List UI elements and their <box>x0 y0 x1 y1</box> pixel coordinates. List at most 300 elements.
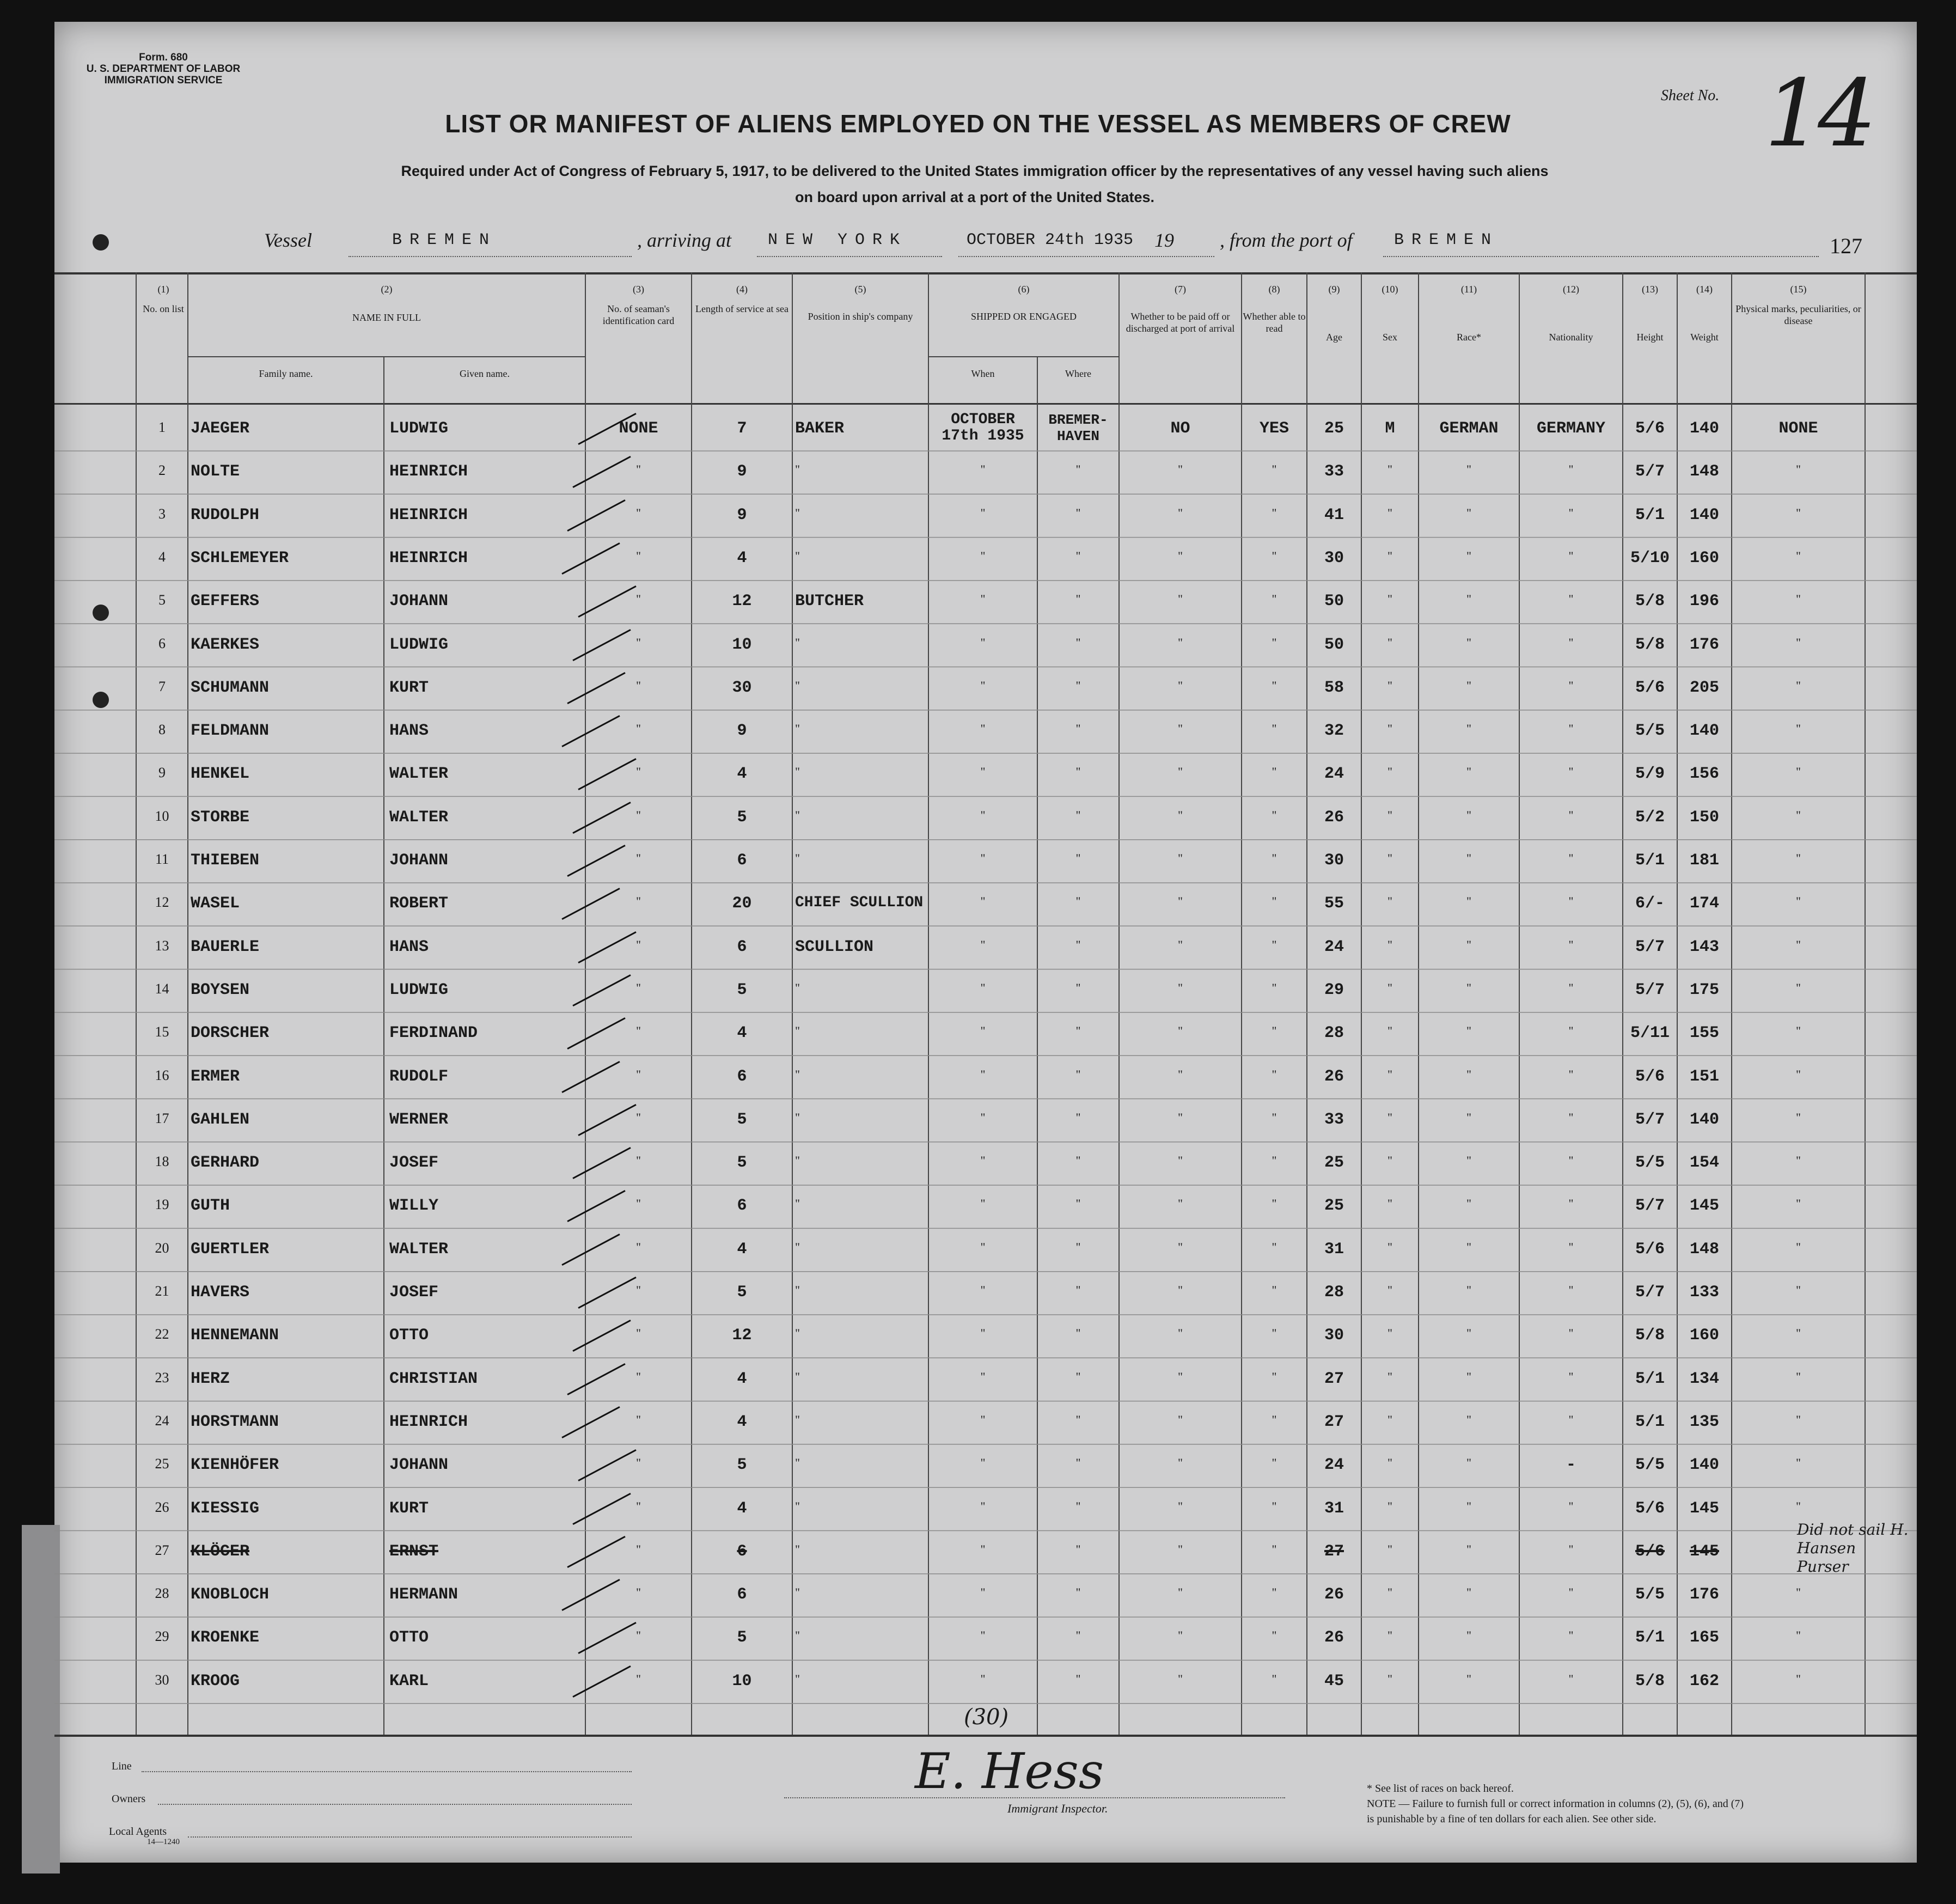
cell-family: KIESSIG <box>191 1499 260 1518</box>
cell-where: " <box>1075 1542 1081 1556</box>
cell-position: " <box>795 722 800 736</box>
page-title: LIST OR MANIFEST OF ALIENS EMPLOYED ON THE VESSEL AS MEMBERS OF CREW <box>445 109 1511 138</box>
cell-paid: " <box>1178 635 1183 649</box>
cell-weight: 154 <box>1689 1154 1719 1173</box>
cell-where: " <box>1075 937 1081 951</box>
cell-marks: " <box>1796 1240 1801 1254</box>
footer-note <box>1367 1781 1857 1827</box>
cell-given: WALTER <box>389 765 449 784</box>
col6-header: (6) SHIPPED OR ENGAGED <box>970 284 1077 322</box>
cell-read: " <box>1272 505 1277 520</box>
cell-n: 14 <box>155 980 169 997</box>
cell-age: 33 <box>1324 1110 1344 1129</box>
cell-when: " <box>980 851 986 865</box>
cell-service: 6 <box>737 1542 747 1561</box>
cell-race: " <box>1466 1412 1471 1426</box>
cell-n: 7 <box>158 678 166 694</box>
cell-service: 9 <box>737 505 747 524</box>
col6-where-header: Where <box>1065 368 1091 379</box>
cell-sex: " <box>1387 851 1392 865</box>
cell-where: " <box>1075 722 1081 736</box>
cell-weight: 174 <box>1689 894 1719 913</box>
cell-when: " <box>980 1542 986 1556</box>
cell-when: OCTOBER 17th 1935 <box>942 411 1024 444</box>
cell-n: 4 <box>158 548 166 565</box>
cell-service: 10 <box>732 635 752 654</box>
cell-position: " <box>795 678 800 692</box>
cell-sex: " <box>1387 505 1392 520</box>
cell-family: GUTH <box>191 1197 230 1216</box>
cell-when: " <box>980 722 986 736</box>
cell-service: 10 <box>732 1671 752 1691</box>
vessel-label: Vessel <box>264 229 312 251</box>
cell-card: " <box>636 1326 641 1340</box>
cell-race: " <box>1466 678 1471 692</box>
cell-position: " <box>795 1024 800 1038</box>
col7-header: (7) Whether to be paid off or discharged at port of arrival <box>1126 284 1235 334</box>
cell-age: 41 <box>1324 505 1344 524</box>
cell-age: 31 <box>1324 1499 1344 1518</box>
cell-when: " <box>980 1110 986 1124</box>
cell-sex: " <box>1387 980 1392 994</box>
cell-read: " <box>1272 1369 1277 1383</box>
cell-position: " <box>795 851 800 865</box>
cell-family: HERZ <box>191 1369 230 1388</box>
cell-nat: " <box>1568 937 1574 951</box>
cell-race: " <box>1466 1628 1471 1643</box>
cell-position: " <box>795 635 800 649</box>
cell-card: " <box>636 548 641 563</box>
cell-nat: " <box>1568 548 1574 563</box>
cell-n: 30 <box>155 1671 169 1688</box>
cell-marks: NONE <box>1778 419 1818 438</box>
cell-race: " <box>1466 1283 1471 1297</box>
cell-when: " <box>980 1585 986 1600</box>
cell-paid: " <box>1178 1067 1183 1081</box>
cell-when: " <box>980 1067 986 1081</box>
cell-sex: " <box>1387 635 1392 649</box>
cell-paid: " <box>1178 1412 1183 1426</box>
cell-where: " <box>1075 548 1081 563</box>
cell-card: " <box>636 937 641 951</box>
service: IMMIGRATION SERVICE <box>104 75 223 86</box>
cell-sex: " <box>1387 894 1392 908</box>
cell-family: HENNEMANN <box>191 1326 279 1345</box>
cell-card: " <box>636 1240 641 1254</box>
line-underline <box>142 1771 632 1772</box>
cell-read: " <box>1272 1067 1277 1081</box>
cell-given: JOHANN <box>389 592 449 611</box>
cell-weight: 148 <box>1689 1240 1719 1259</box>
cell-paid: " <box>1178 1240 1183 1254</box>
cell-when: " <box>980 1412 986 1426</box>
cell-race: " <box>1466 1369 1471 1383</box>
cell-marks: " <box>1796 980 1801 994</box>
cell-where: " <box>1075 678 1081 692</box>
cell-marks: " <box>1796 1499 1801 1513</box>
cell-where: " <box>1075 808 1081 822</box>
cell-position: " <box>795 808 800 822</box>
cell-height: 5/5 <box>1635 1456 1665 1475</box>
cell-height: 5/6 <box>1635 1542 1665 1561</box>
cell-family: KIENHÖFER <box>191 1456 279 1475</box>
cell-n: 28 <box>155 1585 169 1602</box>
cell-nat: " <box>1568 1542 1574 1556</box>
page-number: 127 <box>1830 234 1862 258</box>
cell-weight: 140 <box>1689 722 1719 741</box>
cell-service: 4 <box>737 1412 747 1431</box>
cell-when: " <box>980 678 986 692</box>
cell-position: " <box>795 1628 800 1643</box>
cell-when: " <box>980 592 986 606</box>
cell-height: 5/7 <box>1635 1283 1665 1302</box>
cell-position: " <box>795 980 800 994</box>
owners-label: Owners <box>112 1793 146 1805</box>
cell-nat: " <box>1568 1412 1574 1426</box>
owners-underline <box>158 1804 632 1805</box>
cell-card: " <box>636 1110 641 1124</box>
cell-paid: " <box>1178 851 1183 865</box>
cell-paid: " <box>1178 937 1183 951</box>
cell-height: 5/7 <box>1635 980 1665 999</box>
cell-marks: " <box>1796 1369 1801 1383</box>
cell-weight: 196 <box>1689 592 1719 611</box>
cell-age: 25 <box>1324 1154 1344 1173</box>
cell-where: " <box>1075 1024 1081 1038</box>
cell-nat: " <box>1568 808 1574 822</box>
cell-sex: " <box>1387 1542 1392 1556</box>
cell-height: 5/6 <box>1635 1499 1665 1518</box>
cell-race: " <box>1466 765 1471 779</box>
cell-position: SCULLION <box>795 937 874 956</box>
cell-nat: " <box>1568 1154 1574 1168</box>
cell-family: GAHLEN <box>191 1110 250 1129</box>
cell-weight: 181 <box>1689 851 1719 870</box>
cell-height: 5/5 <box>1635 1585 1665 1604</box>
cell-service: 6 <box>737 851 747 870</box>
cell-marks: " <box>1796 722 1801 736</box>
cell-when: " <box>980 1154 986 1168</box>
cell-when: " <box>980 1671 986 1686</box>
cell-race: " <box>1466 1110 1471 1124</box>
subtitle-line-2: on board upon arrival at a port of the United States. <box>794 189 1155 205</box>
cell-service: 30 <box>732 678 752 697</box>
cell-position: " <box>795 1240 800 1254</box>
cell-read: " <box>1272 1542 1277 1556</box>
cell-height: 5/5 <box>1635 722 1665 741</box>
cell-position: " <box>795 1110 800 1124</box>
cell-where: " <box>1075 1671 1081 1686</box>
cell-n: 13 <box>155 937 169 954</box>
cell-sex: " <box>1387 1197 1392 1211</box>
cell-age: 45 <box>1324 1671 1344 1691</box>
cell-sex: " <box>1387 462 1392 477</box>
cell-where: " <box>1075 851 1081 865</box>
cell-height: 5/8 <box>1635 1671 1665 1691</box>
cell-service: 5 <box>737 1283 747 1302</box>
cell-race: " <box>1466 1197 1471 1211</box>
cell-where: " <box>1075 980 1081 994</box>
cell-race: " <box>1466 1154 1471 1168</box>
cell-n: 3 <box>158 505 166 522</box>
cell-height: 5/8 <box>1635 1326 1665 1345</box>
cell-sex: " <box>1387 1067 1392 1081</box>
races-note: * See list of races on back hereof. <box>1367 1783 1514 1795</box>
cell-height: 5/1 <box>1635 851 1665 870</box>
cell-when: " <box>980 1326 986 1340</box>
form-header <box>71 52 256 86</box>
cell-nat: " <box>1568 1024 1574 1038</box>
cell-nat: " <box>1568 1283 1574 1297</box>
cell-given: JOSEF <box>389 1154 439 1173</box>
cell-where: " <box>1075 1456 1081 1470</box>
cell-marks: " <box>1796 1154 1801 1168</box>
cell-race: " <box>1466 1671 1471 1686</box>
cell-height: 5/7 <box>1635 1197 1665 1216</box>
cell-nat: " <box>1568 1499 1574 1513</box>
cell-card: " <box>636 1197 641 1211</box>
cell-weight: 134 <box>1689 1369 1719 1388</box>
cell-paid: " <box>1178 1628 1183 1643</box>
cell-nat: " <box>1568 678 1574 692</box>
cell-when: " <box>980 765 986 779</box>
cell-marks: " <box>1796 1628 1801 1643</box>
cell-age: 25 <box>1324 419 1344 438</box>
cell-height: 6/- <box>1635 894 1665 913</box>
col4-header: (4) Length of service at sea <box>695 284 788 314</box>
inspector-underline <box>784 1797 1285 1798</box>
cell-family: BAUERLE <box>191 937 260 956</box>
arriving-label: , arriving at <box>637 229 732 251</box>
cell-age: 27 <box>1324 1412 1344 1431</box>
cell-service: 4 <box>737 765 747 784</box>
cell-race: " <box>1466 851 1471 865</box>
cell-read: " <box>1272 678 1277 692</box>
cell-card: " <box>636 1499 641 1513</box>
col2-family-header: Family name. <box>259 368 313 379</box>
cell-where: " <box>1075 1369 1081 1383</box>
cell-height: 5/6 <box>1635 1240 1665 1259</box>
cell-paid: " <box>1178 1585 1183 1600</box>
cell-paid: " <box>1178 1671 1183 1686</box>
cell-service: 12 <box>732 592 752 611</box>
cell-age: 26 <box>1324 808 1344 827</box>
cell-given: LUDWIG <box>389 419 449 438</box>
cell-weight: 162 <box>1689 1671 1719 1691</box>
cell-read: " <box>1272 722 1277 736</box>
cell-given: RUDOLF <box>389 1067 449 1086</box>
cell-paid: " <box>1178 678 1183 692</box>
agents-underline <box>188 1836 632 1838</box>
cell-family: HAVERS <box>191 1283 250 1302</box>
cell-position: " <box>795 1154 800 1168</box>
cell-nat: " <box>1568 1110 1574 1124</box>
cell-where: " <box>1075 1499 1081 1513</box>
cell-sex: " <box>1387 1671 1392 1686</box>
department: U. S. DEPARTMENT OF LABOR <box>86 63 241 75</box>
cell-race: " <box>1466 592 1471 606</box>
cell-given: HEINRICH <box>389 548 468 567</box>
year-print: 19 <box>1154 229 1174 251</box>
cell-family: KLÖCER <box>191 1542 250 1561</box>
cell-where: " <box>1075 1067 1081 1081</box>
cell-nat: " <box>1568 1197 1574 1211</box>
cell-marks: " <box>1796 1412 1801 1426</box>
cell-card: " <box>636 1456 641 1470</box>
inspector-label: Immigrant Inspector. <box>1007 1802 1108 1815</box>
cell-marks: " <box>1796 1110 1801 1124</box>
cell-marks: " <box>1796 894 1801 908</box>
cell-position: " <box>795 1326 800 1340</box>
col12-header: (12) Nationality <box>1549 284 1593 343</box>
cell-family: KAERKES <box>191 635 260 654</box>
cell-card: " <box>636 635 641 649</box>
cell-given: KARL <box>389 1671 429 1691</box>
cell-paid: " <box>1178 1369 1183 1383</box>
cell-given: LUDWIG <box>389 980 449 999</box>
col11-header: (11) Race* <box>1457 284 1481 343</box>
cell-family: DORSCHER <box>191 1024 270 1043</box>
cell-race: " <box>1466 1456 1471 1470</box>
cell-n: 8 <box>158 722 166 738</box>
cell-age: 58 <box>1324 678 1344 697</box>
cell-nat: " <box>1568 592 1574 606</box>
cell-when: " <box>980 548 986 563</box>
cell-position: BUTCHER <box>795 592 864 611</box>
cell-nat: " <box>1568 1240 1574 1254</box>
cell-n: 25 <box>155 1456 169 1472</box>
cell-card: " <box>636 722 641 736</box>
cell-read: " <box>1272 1283 1277 1297</box>
cell-marks: " <box>1796 592 1801 606</box>
cell-race: " <box>1466 548 1471 563</box>
cell-race: " <box>1466 462 1471 477</box>
cell-when: " <box>980 1499 986 1513</box>
cell-height: 5/7 <box>1635 937 1665 956</box>
cell-marks: " <box>1796 505 1801 520</box>
cell-height: 5/11 <box>1630 1024 1670 1043</box>
cell-weight: 145 <box>1689 1542 1719 1561</box>
cell-weight: 156 <box>1689 765 1719 784</box>
col13-header: (13) Height <box>1636 284 1664 343</box>
cell-read: " <box>1272 1499 1277 1513</box>
cell-nat: " <box>1568 1369 1574 1383</box>
cell-n: 19 <box>155 1197 169 1213</box>
cell-sex: M <box>1385 419 1395 438</box>
cell-paid: " <box>1178 1110 1183 1124</box>
cell-height: 5/7 <box>1635 462 1665 481</box>
cell-nat: " <box>1568 1628 1574 1643</box>
cell-service: 9 <box>737 462 747 481</box>
cell-family: HENKEL <box>191 765 250 784</box>
cell-marks: " <box>1796 1024 1801 1038</box>
cell-when: " <box>980 635 986 649</box>
cell-sex: " <box>1387 548 1392 563</box>
cell-marks: " <box>1796 1671 1801 1686</box>
cell-n: 15 <box>155 1024 169 1040</box>
header-bottom-rule <box>54 403 1917 405</box>
cell-weight: 160 <box>1689 1326 1719 1345</box>
cell-sex: " <box>1387 1499 1392 1513</box>
cell-sex: " <box>1387 678 1392 692</box>
cell-position: " <box>795 1585 800 1600</box>
cell-when: " <box>980 1456 986 1470</box>
cell-age: 25 <box>1324 1197 1344 1216</box>
cell-where: " <box>1075 1628 1081 1643</box>
cell-given: JOSEF <box>389 1283 439 1302</box>
cell-card: " <box>636 592 641 606</box>
cell-family: NOLTE <box>191 462 240 481</box>
cell-position: " <box>795 1067 800 1081</box>
cell-service: 5 <box>737 1154 747 1173</box>
cell-marks: " <box>1796 937 1801 951</box>
cell-read: " <box>1272 1671 1277 1686</box>
cell-given: HEINRICH <box>389 505 468 524</box>
cell-sex: " <box>1387 722 1392 736</box>
cell-height: 5/2 <box>1635 808 1665 827</box>
cell-nat: " <box>1568 635 1574 649</box>
cell-family: ERMER <box>191 1067 240 1086</box>
cell-given: OTTO <box>389 1628 429 1647</box>
cell-weight: 143 <box>1689 937 1719 956</box>
cell-marks: " <box>1796 808 1801 822</box>
cell-read: " <box>1272 808 1277 822</box>
cell-given: WALTER <box>389 1240 449 1259</box>
cell-service: 9 <box>737 722 747 741</box>
cell-position: " <box>795 548 800 563</box>
cell-family: BOYSEN <box>191 980 250 999</box>
cell-age: 26 <box>1324 1585 1344 1604</box>
cell-where: " <box>1075 894 1081 908</box>
cell-paid: " <box>1178 1542 1183 1556</box>
cell-when: " <box>980 937 986 951</box>
cell-when: " <box>980 505 986 520</box>
cell-given: JOHANN <box>389 1456 449 1475</box>
table-top-rule <box>54 272 1917 274</box>
cell-card: " <box>636 980 641 994</box>
cell-sex: " <box>1387 1456 1392 1470</box>
cell-marks: " <box>1796 1326 1801 1340</box>
cell-read: " <box>1272 851 1277 865</box>
cell-card: " <box>636 1628 641 1643</box>
cell-family: KROOG <box>191 1671 240 1691</box>
cell-read: " <box>1272 1154 1277 1168</box>
cell-position: " <box>795 1671 800 1686</box>
cell-paid: " <box>1178 1283 1183 1297</box>
cell-read: " <box>1272 1024 1277 1038</box>
cell-service: 20 <box>732 894 752 913</box>
cell-card: " <box>636 1024 641 1038</box>
cell-service: 4 <box>737 1499 747 1518</box>
cell-paid: " <box>1178 1326 1183 1340</box>
cell-when: " <box>980 808 986 822</box>
cell-when: " <box>980 1628 986 1643</box>
cell-position: " <box>795 1456 800 1470</box>
cell-service: 4 <box>737 1369 747 1388</box>
cell-weight: 165 <box>1689 1628 1719 1647</box>
cell-card: " <box>636 1369 641 1383</box>
cell-paid: " <box>1178 505 1183 520</box>
cell-age: 30 <box>1324 548 1344 567</box>
cell-age: 55 <box>1324 894 1344 913</box>
cell-position: CHIEF SCULLION <box>795 894 924 912</box>
cell-card: " <box>636 505 641 520</box>
sheet-label: Sheet No. <box>1661 87 1720 104</box>
col10-header: (10) Sex <box>1382 284 1398 343</box>
subtitle-line-1: Required under Act of Congress of February 5, 1917, to be delivered to the United States immigration officer by the representatives of any vessel having such aliens <box>401 163 1549 179</box>
cell-race: " <box>1466 980 1471 994</box>
cell-height: 5/6 <box>1635 678 1665 697</box>
